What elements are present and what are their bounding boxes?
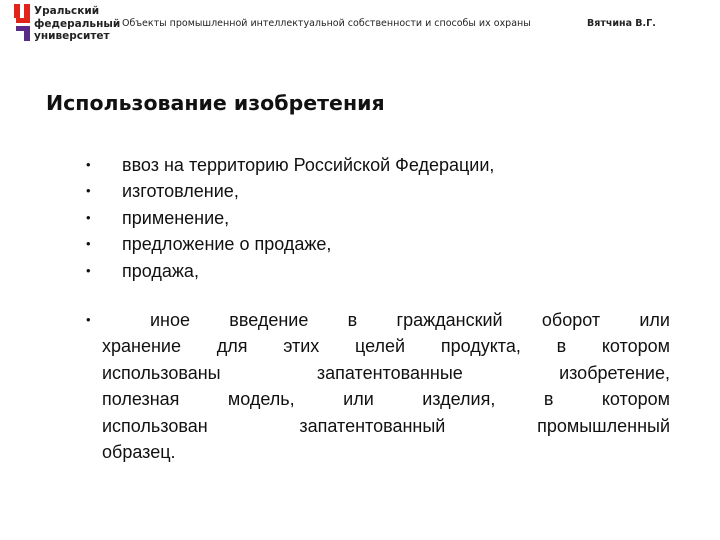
bullet-item bbox=[86, 178, 672, 204]
bullet-text: применение, bbox=[122, 207, 230, 228]
bullet-icon: • bbox=[86, 183, 91, 199]
bullet-icon: • bbox=[86, 236, 91, 252]
bullet-icon: • bbox=[86, 157, 91, 172]
course-title: Объекты промышленной интеллектуальной собственности и способы их охраны bbox=[122, 18, 531, 29]
paragraph-line: использованы запатентованные изобретение, bbox=[102, 362, 670, 383]
bullet-text: ввоз на территорию Российской Федерации, bbox=[122, 155, 495, 175]
bullet-icon: • bbox=[86, 262, 91, 278]
bullet-item bbox=[86, 205, 672, 231]
paragraph-line: использован запатентованный промышленный bbox=[102, 415, 670, 436]
slide-header bbox=[0, 0, 720, 48]
logo-line-3: университет bbox=[34, 30, 110, 42]
paragraph-line: полезная модель, или изделия, в котором bbox=[102, 389, 670, 410]
bullet-item bbox=[86, 258, 672, 284]
paragraph-line: иное введение в гражданский оборот или bbox=[150, 310, 670, 330]
bullet-icon: • bbox=[86, 312, 91, 327]
logo-line-2: федеральный bbox=[34, 17, 121, 30]
bullet-text: предложение о продаже, bbox=[122, 234, 332, 255]
bullet-item-other-use bbox=[86, 307, 670, 465]
university-logo-text bbox=[34, 5, 120, 43]
paragraph-line: хранение для этих целей продукта, в котором bbox=[102, 336, 670, 357]
university-logo bbox=[14, 4, 121, 44]
bullet-list bbox=[86, 152, 672, 284]
university-logo-mark-icon bbox=[14, 4, 32, 42]
slide-title: Использование изобретения bbox=[46, 91, 385, 115]
author-name: Вятчина В.Г. bbox=[587, 18, 656, 29]
bullet-item bbox=[86, 231, 672, 257]
bullet-text: изготовление, bbox=[122, 181, 239, 202]
paragraph-line: образец. bbox=[102, 442, 176, 463]
bullet-item bbox=[86, 152, 672, 178]
logo-line-1: Уральский bbox=[34, 5, 100, 17]
bullet-text: продажа, bbox=[122, 260, 199, 281]
bullet-icon: • bbox=[86, 209, 91, 225]
